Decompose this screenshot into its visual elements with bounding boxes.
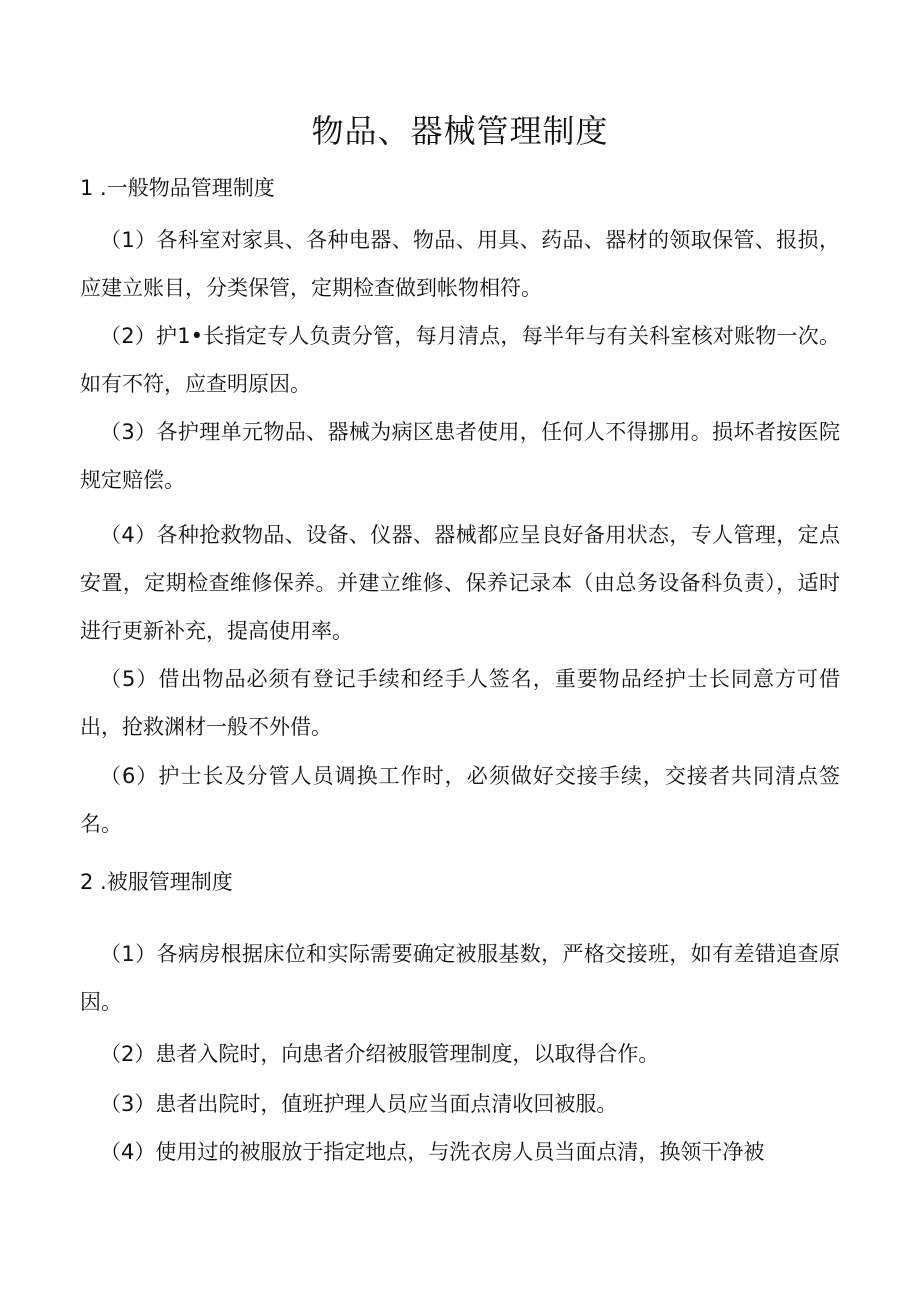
section-2-heading: 2 .被服管理制度 <box>80 870 233 894</box>
section-2-item-1: （1）各病房根据床位和实际需要确定被服基数，严格交接班，如有差错追查原因。 <box>80 942 840 1014</box>
section-1-item-1: （1）各科室对家具、各种电器、物品、用具、药品、器材的领取保管、报损，应建立账目，分类保管，定期检查做到帐物相符。 <box>80 228 840 300</box>
document-title: 物品、器械管理制度 <box>311 112 609 150</box>
section-1-item-4: （4）各种抢救物品、设备、仪器、器械都应呈良好备用状态，专人管理，定点安置，定期检查维修保养。并建立维修、保养记录本（由总务设备科负责），适时进行更新补充，提高使用率。 <box>80 523 840 643</box>
section-1-item-6: （6）护士长及分管人员调换工作时，必须做好交接手续，交接者共同清点签名。 <box>80 764 840 836</box>
section-1-heading: 1 .一般物品管理制度 <box>80 176 275 200</box>
section-2-item-3: （3）患者出院时，值班护理人员应当面点清收回被服。 <box>100 1092 618 1116</box>
section-2-item-4: （4）使用过的被服放于指定地点，与洗衣房人员当面点清，换领干净被 <box>100 1140 765 1164</box>
section-1-item-2: （2）护1•长指定专人负责分管，每月清点，每半年与有关科室核对账物一次。如有不符，应查明原因。 <box>80 324 840 396</box>
section-2-item-2: （2）患者入院时，向患者介绍被服管理制度，以取得合作。 <box>100 1042 660 1066</box>
section-1-item-3: （3）各护理单元物品、器械为病区患者使用，任何人不得挪用。损坏者按医院规定赔偿。 <box>80 420 840 492</box>
section-1-item-5: （5）借出物品必须有登记手续和经手人签名，重要物品经护士长同意方可借出，抢救渊材一般不外借。 <box>80 667 840 739</box>
